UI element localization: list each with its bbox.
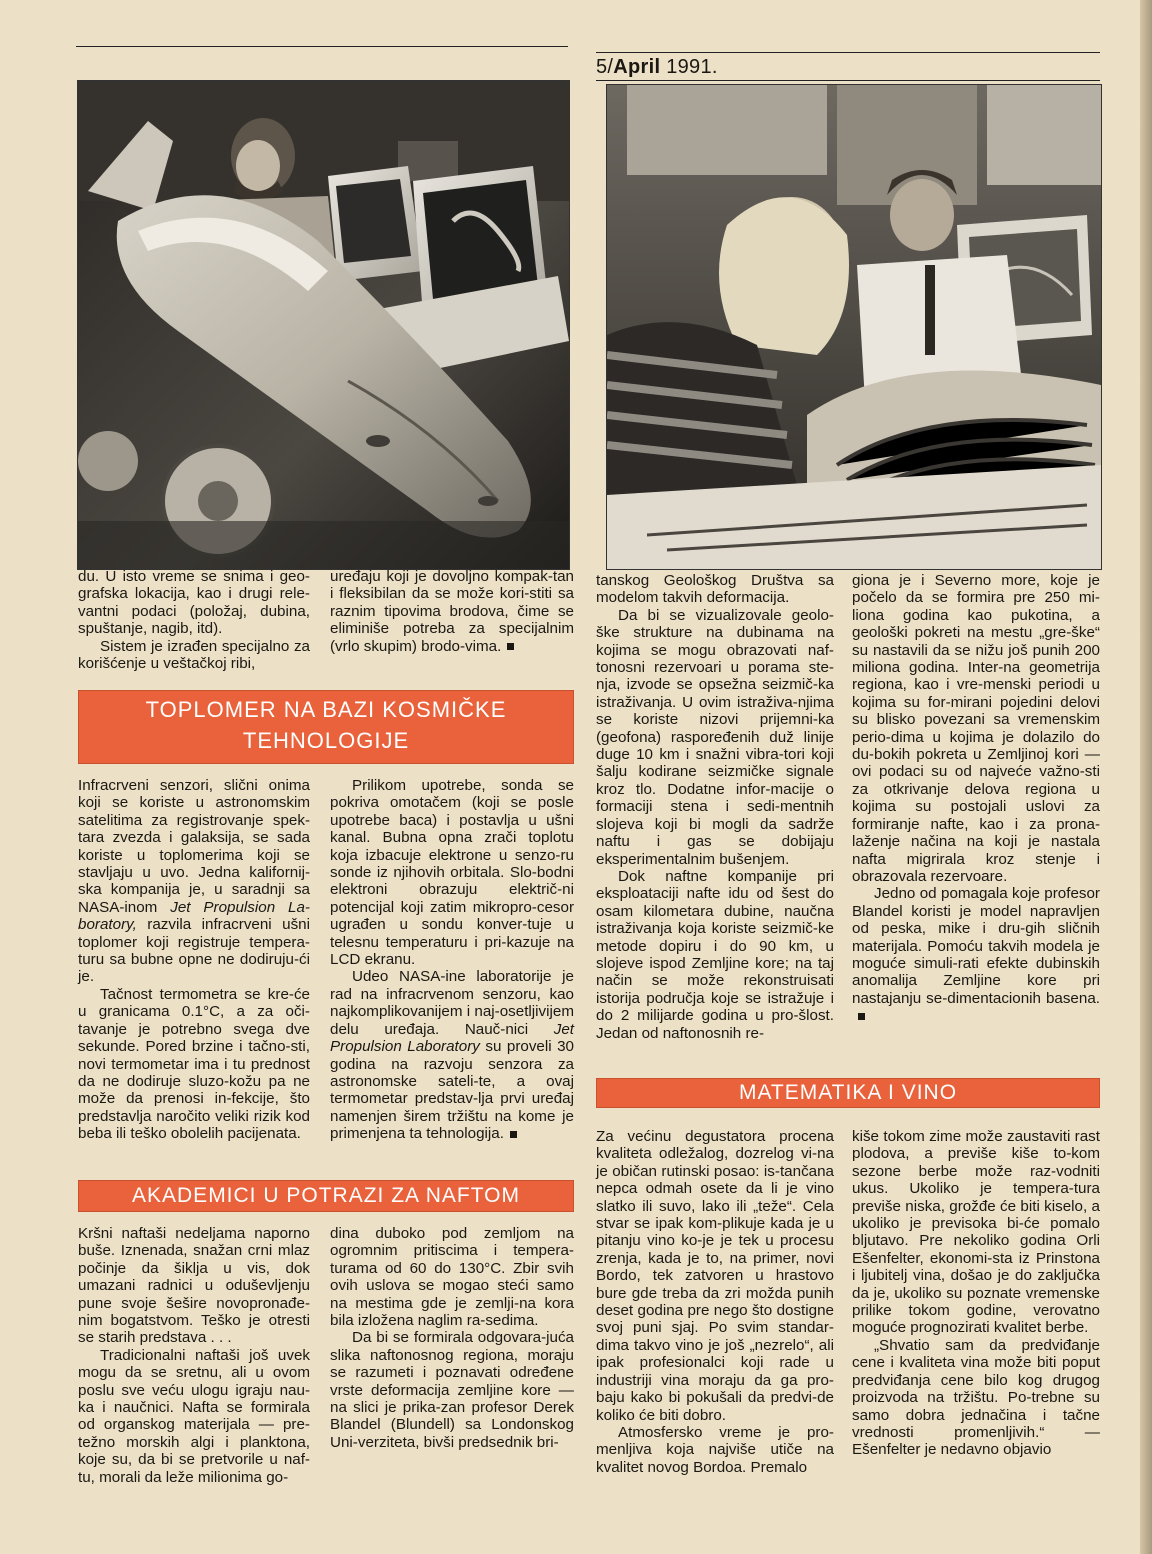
thermometer-col1 (78, 777, 310, 1143)
therm-c2p2b: su proveli 30 godina na razvoju senzora za astronomske sateli-te, a ovaj termometar predstav-lja prvi uređaj namenjen širem tržištu na kome je primenjena ta tehnologija. (330, 1038, 574, 1143)
wine-banner (596, 1078, 1100, 1108)
end-mark-icon (858, 1013, 865, 1020)
photo-robotic-fish-engineer-icon (78, 81, 569, 569)
photo-robotic-fish (77, 80, 570, 570)
wine-col1 (596, 1128, 834, 1476)
header-rule-left (76, 46, 568, 47)
folio-rule (596, 80, 1100, 81)
thermometer-col2 (330, 777, 574, 1143)
folio (596, 56, 718, 79)
wine-c1p1: Za većinu degustatora procena kvaliteta odležalog, dozrelog vi-na je običan rutinski posao: is-tančana nepca odmah osete da li je vino slatko ili suvo, lako ili „teže“. Cela stvar se ipak kom-plikuje kada je u pitanju vino ko-je je tek u procesu zrenja, kada je to, na primer, novi Bordo, tek zatvoren u hrastovo bure gde treba da zri možda punih deset godina pre nego što dostigne svoj puni sjaj. Po svim standar-dima takvo vino je još „nezrelo“, ali ipak profesionalci koji rade u industriji vina moraju da ga pro-baju kako bi pokušali da predvi-de koliko će biti dobro. (596, 1128, 834, 1424)
therm-c2p2-italic: Jet Propulsion Laboratory (330, 1020, 574, 1056)
oil-col4 (852, 572, 1100, 1025)
therm-c1p1a: Infracrveni senzori, slični onima koji se koriste u astronomskim satelitima za registrovanje spek-tara zvezda i galaksija, se sada koriste u toplomerima koji se stavljaju u uvo. Jedna kalifornij-ska kompanija je, u saradnji sa NASA-inom (78, 777, 310, 916)
wine-c1p2: Atmosfersko vreme je pro-menljiva koja najviše utiče na kvalitet novog Bordoa. Premalo (596, 1423, 834, 1476)
fish-col1-p1: du. U isto vreme se snima i geo-grafska lokacija, kao i drugi rele-vantni podaci (položaj, dubina, spuštanje, nagib, itd). (78, 568, 310, 638)
fish-col1 (78, 568, 310, 672)
wine-col2 (852, 1128, 1100, 1459)
wine-c2p2: „Shvatio sam da predviđanje cene i kvaliteta vina može biti poput predviđanja cene bilo kog drugog proizvoda na tržištu. Po-trebne su samo dobra jednačina i tačne vrednosti promenljivih.“ — Ešenfelter je nedavno objavio (852, 1336, 1100, 1459)
page-number: 5/ (596, 56, 614, 78)
oil-c4p2: Jedno od pomagala koje profesor Blandel koristi je model napravljen od peska, mike i dru-gih sličnih materijala. Pomoću takvih modela je moguće simuli-rati efekte dubinskih anomalija Zemljine kore pri nastajanju se-dimentacionih basena. (852, 885, 1100, 1007)
photo-geology-model (606, 84, 1102, 570)
therm-c1p2: Tačnost termometra se kre-će u granicama 0.1°C, a za oči-tavanje je potrebno svega dve sekunde. Pored brzine i tačno-sti, novi termometar ima i tu prednost da ne dodiruje sluzo-kožu pa ne može da prenosi in-fekcije, što predstavlja naročito veliki rizik kod beba ili teško obolelih pacijenata. (78, 985, 310, 1143)
page-edge (1140, 0, 1152, 1554)
fish-col2 (330, 568, 574, 655)
end-mark-icon (507, 643, 514, 650)
oil-c4p1: giona je i Severno more, koje je počelo da se formira pre 250 mi-liona godina kao pukotina, a geološki pokreti na mestu „gre-ške“ su nastavili da se nižu još punih 200 miliona godina. Inter-na geometrija regiona, kao i vre-menski periodi u kojima su for-mirani pojedini delovi su blisko povezani sa vremenskim perio-dima u kojima je dolazilo do du-bokih pokreta u Zemljinoj kori — ovi podaci su od najveće važno-sti za otkrivanje delova regiona u kojima su postojali uslovi za formiranje nafte, kao i za prona-laženje načina na koji je nastala nafta migrirala kroz stenje i obrazovala rezervoare. (852, 572, 1100, 885)
oil-c2p2: Da bi se formirala odgovara-juća slika naftonosnog regiona, moraju se razumeti i poznavati određene vrste deformacija zemljine kore — na slici je prika-zan profesor Derek Blandel (Blundell) sa Londonskog Uni-verziteta, bivši predsednik bri- (330, 1329, 574, 1451)
oil-c3p1: tanskog Geološkog Društva sa modelom takvih deformacija. (596, 572, 834, 607)
fish-col2-p1: uređaju koji je dovoljno kompak-tan i fleksibilan da se može kori-stiti sa raznim tipovima brodova, čime se eliminiše potreba za specijalnim (vrlo skupim) brodo-vima. (330, 568, 574, 655)
oil-c3p3: Dok naftne kompanije pri eksploataciji nafte idu od šest do osam kilometara dubine, naučna istraživanja koja koriste seizmič-ke metode dopiru i do 90 km, u slojeve ispod Zemljine kore; na taj način se može rekonstruisati istorija područja koje se istražuje i do 2 milijarde godina u pro-šlost. Jedan od naftonosnih re- (596, 867, 834, 1042)
therm-c2p2a: Udeo NASA-ine laboratorije je rad na infracrvenom senzoru, kao najkomplikovanijem i naj-osetljivijem delu uređaja. Nauč-nici (330, 968, 574, 1038)
oil-c3p2: Da bi se vizualizovale geolo-ške strukture na dubinama na kojima se mogu obrazovati naf-tonosni rezervoari u porama ste-nja, izvode se opsežna seizmič-ka istraživanja. U ovim istraživa-njima se koriste nizovi prijemni-ka (geofona) raspoređenih duž linije duge 10 km i snažni vibra-tori koji šalju kodirane seizmičke signale kroz tlo. Dodatne infor-macije o formaciji stena i sedi-mentnih slojeva koji bi mogli da sadrže naftu i gas se dobijaju eksperimentalnim bušenjem. (596, 606, 834, 868)
end-mark-icon (510, 1131, 517, 1138)
therm-c2p1: Prilikom upotrebe, sonda se pokriva omotačem (koji se posle upotrebe baca) i postavlja u ušni kanal. Bubna opna zrači toplotu koja izbacuje elektrone u senzo-ru sonde iz njihovih orbitala. Slo-bodni elektroni obrazuju električ-ni potencijal koji zatim mikropro-cesor ugrađen u sondu konver-tuje u telesnu temperaturu i pri-kazuje na LCD ekranu. (330, 777, 574, 969)
fish-col1-p2: Sistem je izrađen specijalno za korišćenje u veštačkoj ribi, (78, 637, 310, 673)
oil-col1 (78, 1225, 310, 1486)
photo-geology-model-scientists-icon (607, 85, 1101, 569)
oil-title: AKADEMICI U POTRAZI ZA NAFTOM (132, 1184, 520, 1207)
wine-title: MATEMATIKA I VINO (738, 1081, 958, 1104)
oil-c1p2: Tradicionalni naftaši još uvek mogu da se sretnu, ali u ovom poslu sve veću ulogu igraju nau-ka i naučnici. Nafta se formirala od organskog materijala — pre-težno morskih algi i planktona, koje su, da bi se pretvorile u naf-tu, morali da leže milionima go- (78, 1346, 310, 1486)
thermometer-banner (78, 690, 574, 764)
oil-c1p1: Kršni naftaši nedeljama naporno buše. Iznenada, snažan crni mlaz počinje da šiklja u vis, dok umazani radnici u oduševljenju pune svoje šešire novopronađe-nim bogatstvom. Teško je otresti se starih predstava . . . (78, 1225, 310, 1347)
oil-c2p1: dina duboko pod zemljom na ogromnim pritiscima i tempera-turama od 60 do 130°C. Zbir svih ovih uslova se mogao steći samo na mestima gde je zemlji-na kora bila izložena naglim ra-sedima. (330, 1225, 574, 1330)
therm-c1p1-italic: Jet Propulsion La-boratory, (78, 898, 310, 934)
therm-c1p1b: razvila infracrveni ušni toplomer koji registruje tempera-turu sa bubne opne ne dodiruju-ći je. (78, 916, 310, 986)
oil-col3 (596, 572, 834, 1042)
thermometer-title-line1: TOPLOMER NA BAZI KOSMIČKE (145, 697, 507, 722)
thermometer-title-line2: TEHNOLOGIJE (242, 728, 410, 753)
header-rule-right (596, 52, 1100, 53)
oil-col2 (330, 1225, 574, 1451)
folio-month: April (613, 56, 661, 78)
wine-c2p1: kiše tokom zime može zaustaviti rast plodova, a previše kiše to-kom sezone berbe može raz-vodniti ukus. Ukoliko je tempera-tura previše niska, grožđe će biti kiselo, a ukoliko je previsoka bi-će pomalo bljutavo. Pre nekoliko godina Orli Ešenfelter, ekonomi-sta iz Prinstona i ljubitelj vina, došao je do zaključka da je, ukoliko su poznate vremenske prilike tokom godine, verovatno moguće prognozirati kvalitet berbe. (852, 1128, 1100, 1337)
folio-year: 1991. (666, 56, 718, 78)
oil-banner (78, 1180, 574, 1212)
